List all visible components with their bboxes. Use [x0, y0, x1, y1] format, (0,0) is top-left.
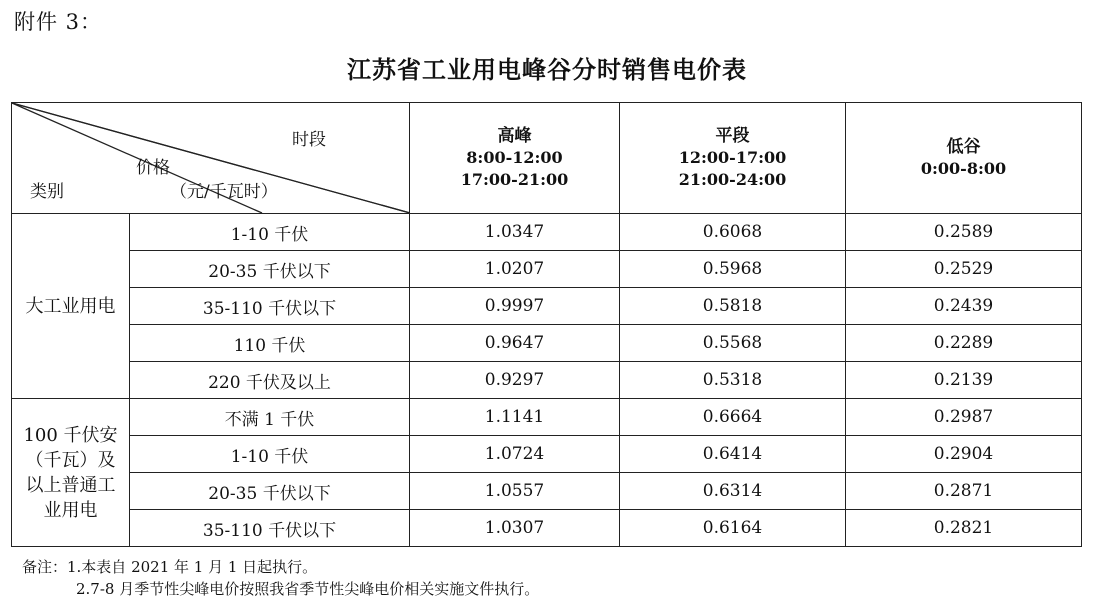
diagonal-header-cell [12, 103, 410, 214]
peak-price-cell: 1.1141 [410, 399, 620, 436]
corner-category-label: 类别 [30, 182, 64, 202]
valley-period-time1: 0:00-8:00 [920, 159, 1007, 178]
page-title: 江苏省工业用电峰谷分时销售电价表 [347, 55, 747, 84]
peak-period-time1: 8:00-12:00 [466, 148, 563, 167]
voltage-cell: 1-10 千伏 [130, 214, 410, 251]
flat-price-cell: 0.6164 [620, 510, 846, 547]
valley-price-cell: 0.2821 [846, 510, 1082, 547]
flat-price-cell: 0.6414 [620, 436, 846, 473]
note-line-1: 备注：1.本表自 2021 年 1 月 1 日起执行。 [22, 558, 318, 576]
peak-price-cell: 0.9647 [410, 325, 620, 362]
valley-price-cell: 0.2904 [846, 436, 1082, 473]
table-row [12, 288, 1082, 325]
voltage-cell: 220 千伏及以上 [130, 362, 410, 399]
price-table [11, 102, 1082, 547]
valley-price-cell: 0.2987 [846, 399, 1082, 436]
voltage-cell: 35-110 千伏以下 [130, 510, 410, 547]
note-line-2: 2.7-8 月季节性尖峰电价按照我省季节性尖峰电价相关实施文件执行。 [76, 580, 540, 598]
peak-price-cell: 1.0557 [410, 473, 620, 510]
category-line: 100 千伏安 [23, 424, 118, 446]
category-line: （千瓦）及 [25, 449, 116, 471]
flat-price-cell: 0.5818 [620, 288, 846, 325]
peak-price-cell: 1.0347 [410, 214, 620, 251]
valley-price-cell: 0.2289 [846, 325, 1082, 362]
table-row [12, 436, 1082, 473]
flat-period-name: 平段 [715, 126, 750, 146]
category-large-industrial: 大工业用电 [12, 214, 130, 399]
table-row [12, 214, 1082, 251]
category-line: 以上普通工 [25, 474, 116, 496]
table-row [12, 251, 1082, 288]
valley-price-cell: 0.2589 [846, 214, 1082, 251]
valley-period-header [846, 103, 1082, 214]
valley-price-cell: 0.2139 [846, 362, 1082, 399]
valley-period-name: 低谷 [946, 137, 981, 157]
peak-period-header [410, 103, 620, 214]
flat-price-cell: 0.5968 [620, 251, 846, 288]
peak-price-cell: 1.0207 [410, 251, 620, 288]
table-row [12, 325, 1082, 362]
corner-price-label: 价格 [136, 158, 170, 178]
voltage-cell: 不满 1 千伏 [130, 399, 410, 436]
voltage-cell: 1-10 千伏 [130, 436, 410, 473]
flat-period-header [620, 103, 846, 214]
peak-period-name: 高峰 [497, 126, 532, 146]
peak-price-cell: 0.9297 [410, 362, 620, 399]
category-general-industrial [12, 399, 130, 547]
valley-price-cell: 0.2871 [846, 473, 1082, 510]
voltage-cell: 110 千伏 [130, 325, 410, 362]
corner-period-label: 时段 [292, 130, 326, 150]
flat-period-time2: 21:00-24:00 [678, 170, 787, 189]
voltage-cell: 20-35 千伏以下 [130, 251, 410, 288]
table-row [12, 510, 1082, 547]
voltage-cell: 20-35 千伏以下 [130, 473, 410, 510]
flat-price-cell: 0.6314 [620, 473, 846, 510]
flat-price-cell: 0.5318 [620, 362, 846, 399]
table-row [12, 473, 1082, 510]
flat-price-cell: 0.6068 [620, 214, 846, 251]
attachment-label: 附件 3： [14, 10, 103, 34]
voltage-cell: 35-110 千伏以下 [130, 288, 410, 325]
valley-price-cell: 0.2439 [846, 288, 1082, 325]
peak-price-cell: 0.9997 [410, 288, 620, 325]
notes [22, 556, 539, 600]
peak-period-time2: 17:00-21:00 [460, 170, 569, 189]
table-row [12, 362, 1082, 399]
flat-price-cell: 0.6664 [620, 399, 846, 436]
table-row [12, 399, 1082, 436]
flat-period-time1: 12:00-17:00 [678, 148, 787, 167]
valley-price-cell: 0.2529 [846, 251, 1082, 288]
category-line: 业用电 [43, 499, 98, 521]
flat-price-cell: 0.5568 [620, 325, 846, 362]
table-header-row [12, 103, 1082, 214]
corner-unit-label: （元/千瓦时） [170, 182, 278, 202]
peak-price-cell: 1.0307 [410, 510, 620, 547]
peak-price-cell: 1.0724 [410, 436, 620, 473]
